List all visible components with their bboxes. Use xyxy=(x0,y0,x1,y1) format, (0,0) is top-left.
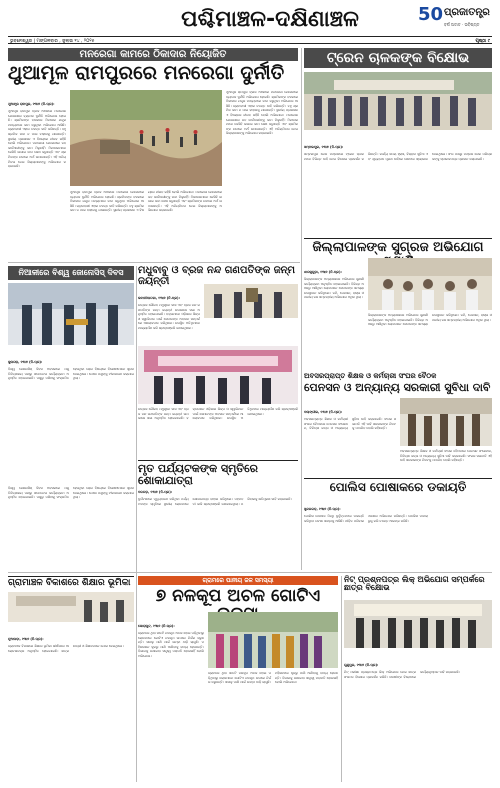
jayanti-stage-image xyxy=(138,346,298,404)
story2-dateline: ସମ୍ବଲପୁର, ୧୩ା୭ (ନି.ପ୍ର): xyxy=(304,145,344,149)
logo-tagline: ବର୍ଷ ଅତୀତ · ଭବିଷ୍ୟତ xyxy=(444,22,480,27)
section-title: ପଶ୍ଚିମାଞ୍ଚଳ-ଦକ୍ଷିଣାଞ୍ଚଳ xyxy=(181,7,359,32)
story8-dateline: ସୁନ୍ଦରଗଡ଼, ୧୩ା୭ (ନି.ପ୍ର): xyxy=(304,507,341,511)
story5-photo-banner xyxy=(138,346,298,404)
story7-dateline: ବରଗଡ଼, ୧୩ା୭ (ନି.ପ୍ର): xyxy=(138,490,173,494)
story1-photo xyxy=(70,90,222,186)
story9-photo xyxy=(208,612,338,668)
story6-body-cont: ଅବସରପ୍ରାପ୍ତ ଶିକ୍ଷକ ଓ କର୍ମଚାରୀ ସଂଘର ବୈଠକରେ ପେନସନ ସଂଶୋଧନ, ଚିକିତ୍ସା ଭତ୍ତା ଓ ଅନ୍ୟାନ୍ୟ ସୁବିଧା ଦାବି କରାଯାଇଛି। ସଂଘର ସଭାପତି ଏହି ଦାବି ସରକାରଙ୍କ ନିକଟକୁ ପଠାଯିବ ବୋଲି କହିଛନ୍ତି। xyxy=(400,449,492,463)
story4-dateline: ଜୁନାଗଡ଼, ୧୩ା୭ (ନି.ପ୍ର): xyxy=(8,360,43,364)
column-rule xyxy=(301,48,302,570)
story4-body-cont: ବିଶ୍ୱ ଜୋନୋସିସ୍ ଦିବସ ଅବସରରେ ପଶୁ ଚିକିତ୍ସାଳୟ ପକ୍ଷରୁ ସଚେତନତା କାର୍ଯ୍ୟକ୍ରମ ଅନୁଷ୍ଠିତ ହୋଇଯାଇଛି। ପଶୁରୁ ମଣିଷକୁ ସଂକ୍ରମିତ ହେଉଥିବା ରୋଗ ବିଷୟରେ ବିଶେଷଜ୍ଞମାନେ ସୂଚନା ଦେଇଥିଲେ। ପୋଷା ପଶୁଙ୍କୁ ଟୀକାକରଣ କରାଯାଇଥିଲା। xyxy=(8,486,134,500)
story6-text1 xyxy=(304,398,396,472)
story3-body: ଜିଲ୍ଲାପାଳଙ୍କ ଅଧ୍ୟକ୍ଷତାରେ ଅଭିଯୋଗ ଶୁଣାଣି କାର୍ଯ୍ୟକ୍ରମ ଅନୁଷ୍ଠିତ ହୋଇଯାଇଛି। ବିଭିନ୍ନ ଅଞ୍ଚଳରୁ ଆସିଥିବା ଲୋକମାନେ ସେମାନଙ୍କ ସମସ୍ୟା ଉପସ୍ଥାପନ କରିଥିଲେ। ଜମି, ପେନସନ, ରାସ୍ତା ଓ ପାନୀୟ ଜଳ ସମ୍ବନ୍ଧୀୟ ଅଭିଯୋଗ ଅଧିକ ଥିଲା। xyxy=(304,277,364,300)
column-rule xyxy=(136,266,137,782)
pensioners-meeting-image xyxy=(400,398,492,446)
story1-headline: ଥୁଆମୂଳ ରାମପୁରରେ ମନରେଗା ଦୁର୍ନୀତି xyxy=(8,62,285,84)
column-rule xyxy=(341,576,342,782)
story3-dateline: ଝାରସୁଗୁଡ଼ା, ୧୩ା୭ (ନି.ପ୍ର): xyxy=(304,270,342,274)
story1-dateline: ଥୁଆମୂଳ ରାମପୁର, ୧୩ା୭ (ନି.ପ୍ର): xyxy=(8,102,55,106)
story6-photo xyxy=(400,398,492,446)
story5-dateline: ଭବାନୀପାଟଣା, ୧୩ା୭ (ନି.ପ୍ର): xyxy=(138,296,180,300)
section-rule xyxy=(8,572,492,573)
story10-text xyxy=(8,625,134,782)
story5-photo-small xyxy=(204,284,298,318)
story1-body: ଥୁଆମୂଳ ରାମପୁର ବ୍ଲକ ଅଞ୍ଚଳରେ ମନରେଗା ଯୋଜନାରେ ବ୍ୟାପକ ଦୁର୍ନୀତି ଅଭିଯୋଗ ହୋଇଛି। ଶ୍ରମିକଙ୍କ ବଦଳରେ ଠିକାଦାର ଯନ୍ତ୍ର ମାଧ୍ୟମରେ କାମ କରୁଥିବା ଅଭିଯୋଗ ଆସିଛି। ଗ୍ରାମବାସୀ ଏହାର ତଦନ୍ତ ଦାବି କରିଛନ୍ତି। ବହୁ ଶ୍ରମିକ କାମ ନ ପାଇ ବାହାରକୁ ଯାଉଛନ୍ତି। ସ୍ଥାନୀୟ ପ୍ରଶାସନ ଏ ବିଷୟରେ ନୀରବ ରହିଛି ବୋଲି ଅଭିଯୋଗ। ମନରେଗା ଯୋଜନାରେ ଜବ କାର୍ଡଧାରୀଙ୍କୁ କାମ ମିଳୁନାହିଁ। ଠିକାଦାରମାନେ ଜେସିବି ଲଗାଇ କାମ ଶେଷ କରୁଛନ୍ତି ଏବଂ ଶ୍ରମିକଙ୍କ ନାମରେ ଅର୍ଥ ଉଠାଉଛନ୍ତି। ଏହି ଅନିୟମିତତା ନେଇ ଜିଲ୍ଲାପାଳଙ୍କୁ ଅଭିଯୋଗ କରାଯାଇଛି। xyxy=(8,109,66,169)
story6-dateline: ବଲାଙ୍ଗୀର, ୧୩ା୭ (ନି.ପ୍ର): xyxy=(304,410,343,414)
protest-crowd-image xyxy=(304,72,492,130)
story3-photo xyxy=(368,258,492,310)
story5-body-cont: ଉତ୍କଳ ଗୌରବ ମଧୁସୂଦନ ଦାସ ଏବଂ ବ୍ରଜ ନନ୍ଦ ଗଣପତିଙ୍କ ଜନ୍ମ ଜୟନ୍ତୀ ଉପଲକ୍ଷେ ସଭା ଅନୁଷ୍ଠିତ ହୋଇଯାଇଛି। ବକ୍ତାମାନେ ଓଡ଼ିଶାର ଶିଳ୍ପ ଓ ସ୍ୱାଭିମାନ ପାଇଁ ସେମାନଙ୍କ ଅବଦାନ ସମ୍ପର୍କରେ ଆଲୋକପାତ କରିଥିଲେ। ଉପସ୍ଥିତ ଅତିଥିମାନେ ମାଲ୍ୟାର୍ପଣ କରି ଶ୍ରଦ୍ଧାଞ୍ଜଳି ଜଣାଇଥିଲେ। xyxy=(138,407,298,421)
story9-text2 xyxy=(208,671,338,782)
story5-headline: ମଧୁବାବୁ ଓ ବ୍ରଜ ନନ୍ଦ ଗଣପତିଙ୍କ ଜନ୍ମ ଜୟନ୍ତୀ xyxy=(138,265,296,287)
story6-headline: ପେନସନ ଓ ଅନ୍ୟାନ୍ୟ ସରକାରୀ ସୁବିଧା ଦାବି xyxy=(304,381,491,394)
story1-textcol3 xyxy=(70,190,222,250)
newspaper-logo xyxy=(418,4,498,34)
story1-body-cont: ଥୁଆମୂଳ ରାମପୁର ବ୍ଲକ ଅଞ୍ଚଳରେ ମନରେଗା ଯୋଜନାରେ ବ୍ୟାପକ ଦୁର୍ନୀତି ଅଭିଯୋଗ ହୋଇଛି। ଶ୍ରମିକଙ୍କ ବଦଳରେ ଠିକାଦାର ଯନ୍ତ୍ର ମାଧ୍ୟମରେ କାମ କରୁଥିବା ଅଭିଯୋଗ ଆସିଛି। ଗ୍ରାମବାସୀ ଏହାର ତଦନ୍ତ ଦାବି କରିଛନ୍ତି। ବହୁ ଶ୍ରମିକ କାମ ନ ପାଇ ବାହାରକୁ ଯାଉଛନ୍ତି। ସ୍ଥାନୀୟ ପ୍ରଶାସନ ଏ ବିଷୟରେ ନୀରବ ରହିଛି ବୋଲି ଅଭିଯୋଗ। ମନରେଗା ଯୋଜନାରେ ଜବ କାର୍ଡଧାରୀଙ୍କୁ କାମ ମିଳୁନାହିଁ। ଠିକାଦାରମାନେ ଜେସିବି ଲଗାଇ କାମ ଶେଷ କରୁଛନ୍ତି ଏବଂ ଶ୍ରମିକଙ୍କ ନାମରେ ଅର୍ଥ ଉଠାଉଛନ୍ତି। ଏହି ଅନିୟମିତତା ନେଇ ଜିଲ୍ଲାପାଳଙ୍କୁ ଅଭିଯୋଗ କରାଯାଇଛି। xyxy=(226,90,298,136)
story7-headline: ମୃତ ପର୍ଯ୍ୟଟକଙ୍କ ସ୍ମୃତିରେ ଶୋକାଯାତ୍ରା xyxy=(138,460,298,486)
zoonosis-day-event-image xyxy=(8,283,134,345)
story8-body: ପୋଲିସ ପୋଷାକ ପିନ୍ଧି ଦୁର୍ବୃତ୍ତମାନେ ଡକାୟତି କରିଥିବା ଘଟଣା ସାମ୍ନାକୁ ଆସିଛି। ପୀଡ଼ିତ ପରିବାର ଥାନାରେ ଅଭିଯୋଗ କରିଛନ୍ତି। ପୋଲିସ ମାମଲା ରୁଜୁ କରି ତଦନ୍ତ ଆରମ୍ଭ କରିଛି। xyxy=(304,514,428,523)
page-number: ପୃଷ୍ଠା ୯ xyxy=(475,39,490,44)
story6-kicker: ଅବସରପ୍ରାପ୍ତ ଶିକ୍ଷକ ଓ କର୍ମଚାରୀ ସଂଘର ବୈଠକ xyxy=(304,372,437,380)
story11-text xyxy=(344,651,492,782)
story11-headline: ନିଟ୍ ପ୍ରଶ୍ନପତ୍ର ଲିକ୍ ଅଭିଯୋଗ ସମ୍ପର୍କରେ ଛାତ୍ର ବିକ୍ଷୋଭ xyxy=(344,575,485,593)
grievance-hearing-image xyxy=(368,258,492,310)
story6-body: ଅବସରପ୍ରାପ୍ତ ଶିକ୍ଷକ ଓ କର୍ମଚାରୀ ସଂଘର ବୈଠକରେ ପେନସନ ସଂଶୋଧନ, ଚିକିତ୍ସା ଭତ୍ତା ଓ ଅନ୍ୟାନ୍ୟ ସୁବିଧା ଦାବି କରାଯାଇଛି। ସଂଘର ସଭାପତି ଏହି ଦାବି ସରକାରଙ୍କ ନିକଟକୁ ପଠାଯିବ ବୋଲି କହିଛନ୍ତି। xyxy=(304,417,396,431)
story4-body: ବିଶ୍ୱ ଜୋନୋସିସ୍ ଦିବସ ଅବସରରେ ପଶୁ ଚିକିତ୍ସାଳୟ ପକ୍ଷରୁ ସଚେତନତା କାର୍ଯ୍ୟକ୍ରମ ଅନୁଷ୍ଠିତ ହୋଇଯାଇଛି। ପଶୁରୁ ମଣିଷକୁ ସଂକ୍ରମିତ ହେଉଥିବା ରୋଗ ବିଷୟରେ ବିଶେଷଜ୍ଞମାନେ ସୂଚନା ଦେଇଥିଲେ। ପୋଷା ପଶୁଙ୍କୁ ଟୀକାକରଣ କରାଯାଇଥିଲା। xyxy=(8,367,134,381)
tribute-garland-image xyxy=(204,284,298,318)
story5-text2 xyxy=(138,407,298,457)
logo-text: ପ୍ରଜାତନ୍ତ୍ର xyxy=(444,7,490,18)
story9-body: ଗ୍ରାମରେ ଥିବା ସାତଟି ନଳକୂପ ଅଚଳ ହୋଇ ପଡ଼ିଥିବାରୁ ଲୋକମାନେ ଗୋଟିଏ ନଳକୂପ ଉପରେ ନିର୍ଭର କରୁଛନ୍ତି। ସକାଳୁ ପାଣି ପାଇଁ ଲମ୍ବା ଧାଡ଼ି ଲାଗୁଛି। ମହିଳାମାନେ ଦୂରରୁ ପାଣି ଆଣିବାକୁ ବାଧ୍ୟ ହେଉଛନ୍ତି। ବିଭାଗକୁ ଜଣାଇବା ସତ୍ତ୍ୱେ ମରାମତି ହୋଇନାହିଁ ବୋଲି ଅଭିଯୋଗ। xyxy=(138,631,204,658)
story8-headline: ପୋଲିସ ପୋଷାକରେ ଡକାୟତି xyxy=(304,478,492,494)
date-strip xyxy=(8,36,492,44)
story9-dateline: କୋରାପୁଟ, ୧୩ା୭ (ନି.ପ୍ର): xyxy=(138,624,175,628)
construction-site-image xyxy=(70,90,222,186)
story9-body-cont: ଗ୍ରାମରେ ଥିବା ସାତଟି ନଳକୂପ ଅଚଳ ହୋଇ ପଡ଼ିଥିବାରୁ ଲୋକମାନେ ଗୋଟିଏ ନଳକୂପ ଉପରେ ନିର୍ଭର କରୁଛନ୍ତି। ସକାଳୁ ପାଣି ପାଇଁ ଲମ୍ବା ଧାଡ଼ି ଲାଗୁଛି। ମହିଳାମାନେ ଦୂରରୁ ପାଣି ଆଣିବାକୁ ବାଧ୍ୟ ହେଉଛନ୍ତି। ବିଭାଗକୁ ଜଣାଇବା ସତ୍ତ୍ୱେ ମରାମତି ହୋଇନାହିଁ ବୋଲି ଅଭିଯୋଗ। xyxy=(208,671,338,685)
story10-headline: ଗ୍ରାମାଞ୍ଚଳ ବିକାଶରେ ଶିକ୍ଷାର ଭୂମିକା xyxy=(8,576,134,588)
story7-text xyxy=(138,478,298,568)
story9-kicker: ଗ୍ରାମରେ ପାନୀୟ ଜଳ ସମସ୍ୟା xyxy=(138,576,338,585)
story2-headline: ଟ୍ରେନ ଚାଳକଙ୍କ ବିକ୍ଷୋଭ xyxy=(304,48,492,68)
dateline-text: ଭୁବନେଶ୍ୱର | ମଙ୍ଗଳବାର , ଜୁଲାଇ ୧୪ , ୨୦୨୫ xyxy=(10,39,95,44)
story4-text xyxy=(8,348,134,483)
story4-photo xyxy=(8,283,134,345)
story1-kicker: ମନରେଗା କାମରେ ଠିକାଦାର ନିୟୋଜିତ xyxy=(8,48,298,61)
story3-text2 xyxy=(368,313,492,368)
story3-headline: ଜିଲ୍ଲାପାଳଙ୍କ ସୁଗ୍ରଜ ଅଭିଯୋଗ xyxy=(304,238,492,268)
story3-body-cont: ଜିଲ୍ଲାପାଳଙ୍କ ଅଧ୍ୟକ୍ଷତାରେ ଅଭିଯୋଗ ଶୁଣାଣି କାର୍ଯ୍ୟକ୍ରମ ଅନୁଷ୍ଠିତ ହୋଇଯାଇଛି। ବିଭିନ୍ନ ଅଞ୍ଚଳରୁ ଆସିଥିବା ଲୋକମାନେ ସେମାନଙ୍କ ସମସ୍ୟା ଉପସ୍ଥାପନ କରିଥିଲେ। ଜମି, ପେନସନ, ରାସ୍ତା ଓ ପାନୀୟ ଜଳ ସମ୍ବନ୍ଧୀୟ ଅଭିଯୋଗ ଅଧିକ ଥିଲା। xyxy=(368,313,492,327)
story11-dateline: ଗୁଣୁପୁର, ୧୩ା୭ (ନି.ପ୍ର): xyxy=(344,663,379,667)
story10-dateline: ନୂଆପଡ଼ା, ୧୩ା୭ (ନି.ପ୍ର): xyxy=(8,637,44,641)
story5-text1 xyxy=(138,284,200,344)
story2-photo xyxy=(304,72,492,130)
masthead xyxy=(0,0,500,44)
logo-years: 50 xyxy=(418,4,444,25)
villagers-tubewell-image xyxy=(208,612,338,668)
story4-headline: ନିଆଳୀରେ ବିଶ୍ୱ ଜୋନୋସିସ୍ ଦିବସ xyxy=(8,266,134,280)
story2-body: ସମ୍ବଲପୁର ରେଳ ମଣ୍ଡଳରେ ଟ୍ରେନ ଚାଳକମାନେ ବିଭିନ୍ନ ଦାବି ନେଇ ବିକ୍ଷୋଭ ପ୍ରଦର୍ଶନ କରିଛନ୍ତି। କାର୍ଯ୍ୟ ସମୟ ହ୍ରାସ, ବିଶ୍ରାମ ସୁବିଧା ଏବଂ ଶୂନ୍ୟପଦ ପୂରଣ ଦାବିରେ ସେମାନେ ସ୍ଲୋଗାନ ଦେଇଥିଲେ। ସଂଘ ପକ୍ଷରୁ ମଣ୍ଡଳ ରେଳ ପରିଚାଳକଙ୍କୁ ସ୍ମାରକପତ୍ର ପ୍ରଦାନ କରାଯାଇଛି। xyxy=(304,152,492,161)
story9-text1 xyxy=(138,612,204,782)
student-protest-image xyxy=(344,600,492,648)
story2-text xyxy=(304,133,492,233)
story8-text xyxy=(304,495,492,568)
story6-text2 xyxy=(400,449,492,473)
section-rule xyxy=(8,262,300,263)
seminar-image xyxy=(8,592,134,622)
story5-body: ଉତ୍କଳ ଗୌରବ ମଧୁସୂଦନ ଦାସ ଏବଂ ବ୍ରଜ ନନ୍ଦ ଗଣପତିଙ୍କ ଜନ୍ମ ଜୟନ୍ତୀ ଉପଲକ୍ଷେ ସଭା ଅନୁଷ୍ଠିତ ହୋଇଯାଇଛି। ବକ୍ତାମାନେ ଓଡ଼ିଶାର ଶିଳ୍ପ ଓ ସ୍ୱାଭିମାନ ପାଇଁ ସେମାନଙ୍କ ଅବଦାନ ସମ୍ପର୍କରେ ଆଲୋକପାତ କରିଥିଲେ। ଉପସ୍ଥିତ ଅତିଥିମାନେ ମାଲ୍ୟାର୍ପଣ କରି ଶ୍ରଦ୍ଧାଞ୍ଜଳି ଜଣାଇଥିଲେ। xyxy=(138,303,200,330)
story10-body: ଗ୍ରାମାଞ୍ଚଳ ବିକାଶରେ ଶିକ୍ଷାର ଭୂମିକା ଶୀର୍ଷକରେ ଆଲୋଚନାଚକ୍ର ଅନୁଷ୍ଠିତ ହୋଇଯାଇଛି। ଛାତ୍ରଛାତ୍ରୀ ଓ ଶିକ୍ଷକମାନେ ଯୋଗ ଦେଇଥିଲେ। xyxy=(8,644,124,653)
story11-photo xyxy=(344,600,492,648)
story9-headline: ୭ ନଳକୂପ ଅଚଳ ଗୋଟିଏ xyxy=(155,586,321,606)
story4-text-cont xyxy=(8,486,134,568)
story11-body: ନିଟ୍ ପରୀକ୍ଷା ପ୍ରଶ୍ନପତ୍ର ଲିକ୍ ଅଭିଯୋଗ ନେଇ ଛାତ୍ର ସଂଗଠନ ବିକ୍ଷୋଭ ପ୍ରଦର୍ଶନ କରିଛି। ଦୋଷୀଙ୍କ ବିରୋଧରେ କାର୍ଯ୍ୟାନୁଷ୍ଠାନ ଦାବି କରାଯାଇଛି। xyxy=(344,670,461,679)
story7-body: ଦୁର୍ଘଟଣାରେ ମୃତ୍ୟୁବରଣ କରିଥିବା ପର୍ଯ୍ୟଟକଙ୍କ ସ୍ମୃତିରେ ସ୍ଥାନୀୟ ଲୋକମାନେ ଶୋକାଯାତ୍ରା ବାହାର କରିଥିଲେ। ମହମବତୀ ଜାଳି ଶ୍ରଦ୍ଧାଞ୍ଜଳି ଜଣାଯାଇଥିଲା। ପରିବାରକୁ କ୍ଷତିପୂରଣ ଦାବି କରାଯାଇଛି। xyxy=(138,497,292,506)
story10-photo xyxy=(8,592,134,622)
story1-body-cont2: ଥୁଆମୂଳ ରାମପୁର ବ୍ଲକ ଅଞ୍ଚଳରେ ମନରେଗା ଯୋଜନାରେ ବ୍ୟାପକ ଦୁର୍ନୀତି ଅଭିଯୋଗ ହୋଇଛି। ଶ୍ରମିକଙ୍କ ବଦଳରେ ଠିକାଦାର ଯନ୍ତ୍ର ମାଧ୍ୟମରେ କାମ କରୁଥିବା ଅଭିଯୋଗ ଆସିଛି। ଗ୍ରାମବାସୀ ଏହାର ତଦନ୍ତ ଦାବି କରିଛନ୍ତି। ବହୁ ଶ୍ରମିକ କାମ ନ ପାଇ ବାହାରକୁ ଯାଉଛନ୍ତି। ସ୍ଥାନୀୟ ପ୍ରଶାସନ ଏ ବିଷୟରେ ନୀରବ ରହିଛି ବୋଲି ଅଭିଯୋଗ। ମନରେଗା ଯୋଜନାରେ ଜବ କାର୍ଡଧାରୀଙ୍କୁ କାମ ମିଳୁନାହିଁ। ଠିକାଦାରମାନେ ଜେସିବି ଲଗାଇ କାମ ଶେଷ କରୁଛନ୍ତି ଏବଂ ଶ୍ରମିକଙ୍କ ନାମରେ ଅର୍ଥ ଉଠାଉଛନ୍ତି। ଏହି ଅନିୟମିତତା ନେଇ ଜିଲ୍ଲାପାଳଙ୍କୁ ଅଭିଯୋଗ କରାଯାଇଛି। xyxy=(70,190,222,213)
story3-text1 xyxy=(304,258,364,368)
